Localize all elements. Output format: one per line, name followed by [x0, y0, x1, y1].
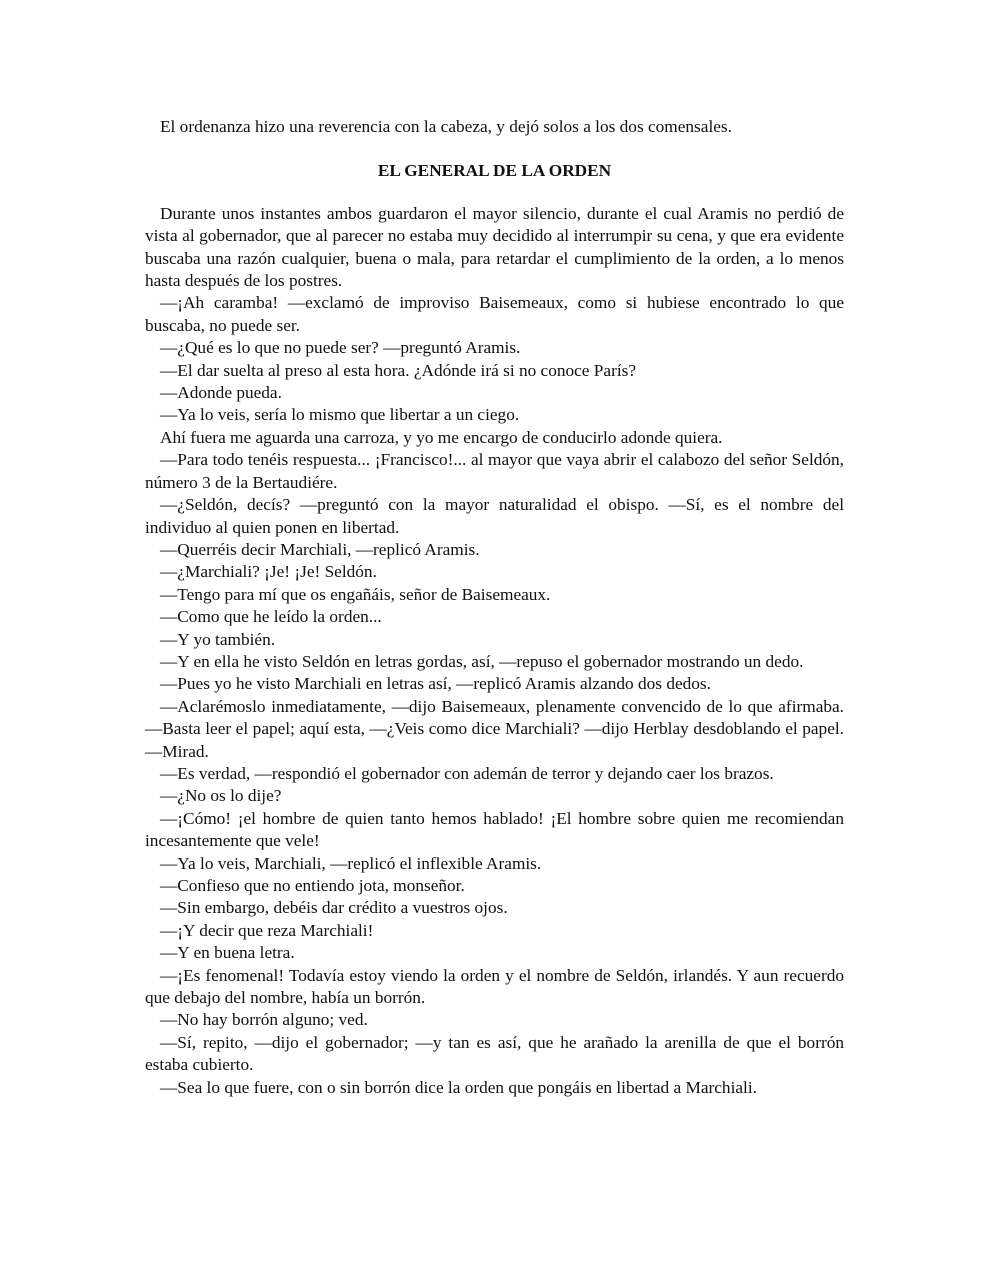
body-paragraph: —Y yo también. [160, 629, 276, 649]
body-paragraph: —Sin embargo, debéis dar crédito a vuestros ojos. [160, 898, 508, 918]
body-paragraph: —¿No os lo dije? [160, 786, 282, 806]
body-paragraph: —Para todo tenéis respuesta... ¡Francisco!... al mayor que vaya abrir el calabozo del señor Seldón, número 3 de la Bertaudiére. [145, 450, 844, 492]
body-paragraph: —Como que he leído la orden... [160, 607, 382, 627]
body-paragraph: —Y en buena letra. [160, 943, 295, 963]
body-paragraph: —Querréis decir Marchiali, —replicó Aramis. [160, 539, 480, 559]
document-page [145, 116, 844, 1099]
body-paragraph: —Confieso que no entiendo jota, monseñor. [160, 876, 465, 895]
body-paragraph: —¿Seldón, decís? —preguntó con la mayor naturalidad el obispo. —Sí, es el nombre del individuo al quien ponen en libertad. [145, 495, 844, 537]
body-paragraph: —¡Es fenomenal! Todavía estoy viendo la orden y el nombre de Seldón, irlandés. Y aun recuerdo que debajo del nombre, había un borrón. [145, 965, 844, 1008]
body-paragraph: —Sí, repito, —dijo el gobernador; —y tan es así, que he arañado la arenilla de que el borrón estaba cubierto. [145, 1032, 844, 1075]
body-paragraph: —¿Marchiali? ¡Je! ¡Je! Seldón. [160, 562, 377, 582]
body-paragraph: —¡Cómo! ¡el hombre de quien tanto hemos hablado! ¡El hombre sobre quien me recomiendan incesantemente que vele! [145, 808, 844, 851]
body-paragraph: —¡Ah caramba! —exclamó de improviso Baisemeaux, como si hubiese encontrado lo que buscaba, no puede ser. [145, 293, 844, 335]
chapter-body [145, 203, 844, 1099]
body-paragraph: —Tengo para mí que os engañáis, señor de Baisemeaux. [160, 584, 551, 604]
body-paragraph: —Adonde pueda. [160, 383, 282, 403]
body-paragraph: —¡Y decir que reza Marchiali! [160, 920, 374, 940]
body-paragraph: —Pues yo he visto Marchiali en letras así, —replicó Aramis alzando dos dedos. [160, 674, 711, 694]
body-paragraph: —Sea lo que fuere, con o sin borrón dice la orden que pongáis en libertad a Marchiali. [160, 1077, 757, 1097]
body-paragraph: —No hay borrón alguno; ved. [160, 1010, 368, 1030]
body-paragraph: —Ya lo veis, sería lo mismo que libertar a un ciego. [160, 405, 520, 425]
body-paragraph: —¿Qué es lo que no puede ser? —preguntó Aramis. [160, 338, 521, 358]
body-paragraph: —Es verdad, —respondió el gobernador con ademán de terror y dejando caer los brazos. [160, 763, 774, 783]
body-paragraph: —Y en ella he visto Seldón en letras gordas, así, —repuso el gobernador mostrando un dedo. [160, 651, 804, 671]
body-paragraph: Ahí fuera me aguarda una carroza, y yo me encargo de conducirlo adonde quiera. [160, 427, 723, 447]
body-paragraph: —Aclarémoslo inmediatamente, —dijo Baisemeaux, plenamente convencido de lo que afirmaba. —Basta leer el papel; aquí esta, —¿Veis como dice Marchiali? —dijo Herblay desdoblando el papel. —Mirad. [145, 696, 844, 761]
chapter-title: EL GENERAL DE LA ORDEN [377, 161, 612, 181]
body-paragraph: —El dar suelta al preso al esta hora. ¿Adónde irá si no conoce París? [160, 360, 637, 380]
body-paragraph: Durante unos instantes ambos guardaron el mayor silencio, durante el cual Aramis no perdió de vista al gobernador, que al parecer no estaba muy decidido al interrumpir su cena, y que era evidente buscaba una razón cualquier, buena o mala, para retardar el cumplimiento de la orden, a lo menos hasta después de los postres. [145, 203, 844, 291]
intro-paragraph: El ordenanza hizo una reverencia con la cabeza, y dejó solos a los dos comensales. [160, 117, 732, 136]
body-paragraph: —Ya lo veis, Marchiali, —replicó el inflexible Aramis. [160, 853, 542, 873]
